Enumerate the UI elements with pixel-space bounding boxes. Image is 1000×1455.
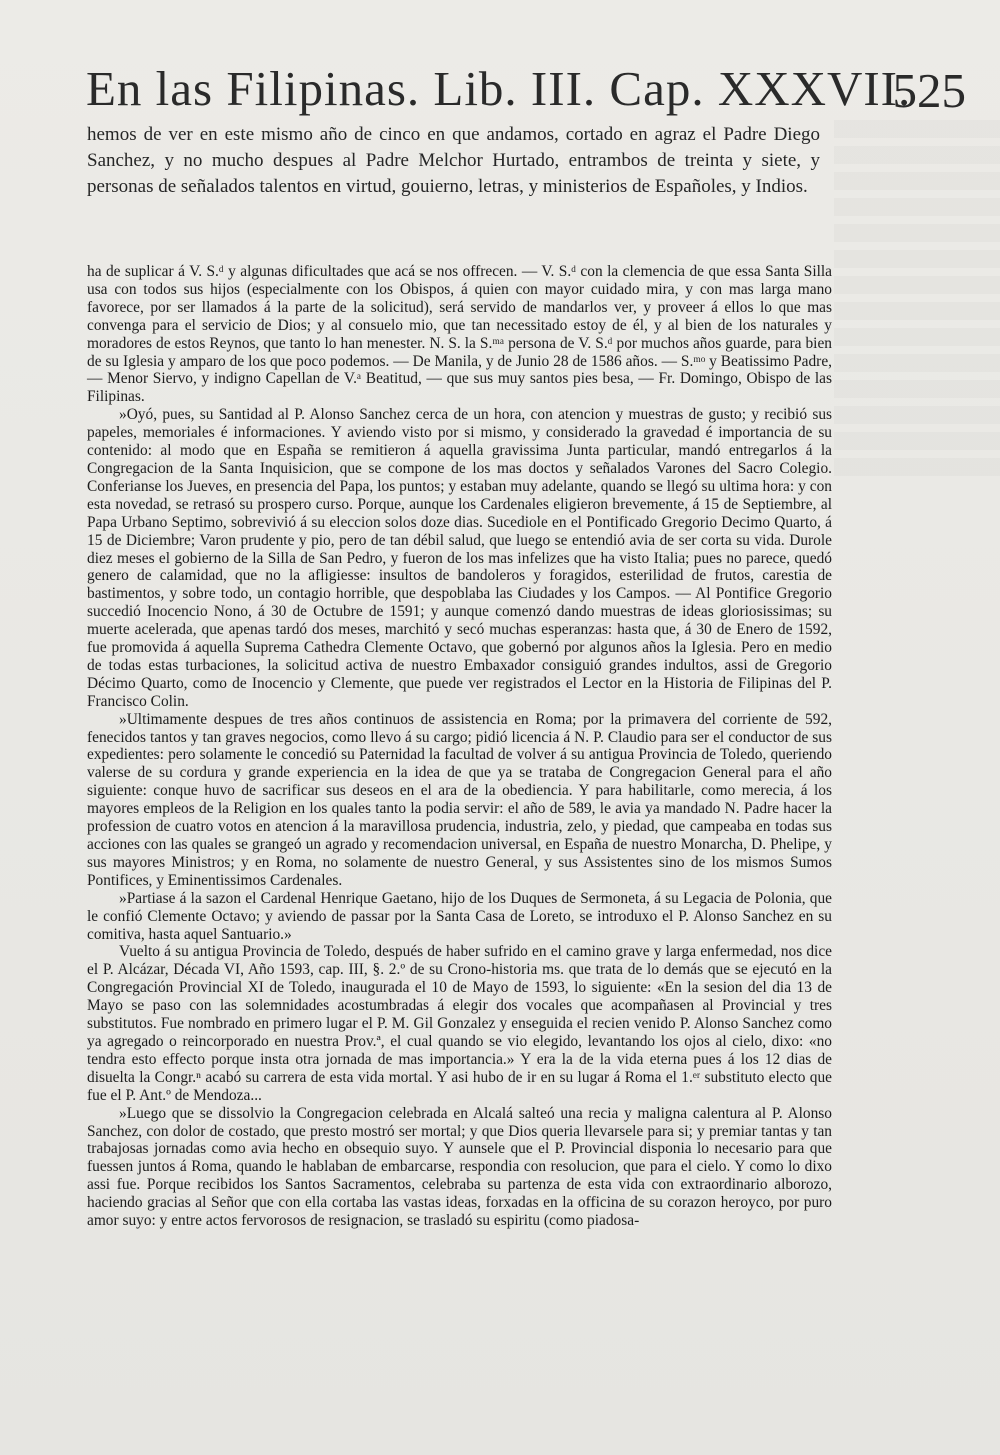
paragraph-oyo: »Oyó, pues, su Santidad al P. Alonso Sanchez cerca de un hora, con atencion y muestras de gusto; y recibió sus papeles, memoriales é informaciones. Y aviendo visto por si mismo, y considerado la gravedad é importancia de su contenido: al modo que en España se remitieron á aquella gravissima Junta particular, mandó entregarlos á la Congregacion de la Santa Inquisicion, que se compone de los mas doctos y señalados Varones del Sacro Colegio. Conferianse los Jueves, en presencia del Papa, los puntos; y estaban muy adelante, quando se llegó su ultima hora: y con esta novedad, se retrasó su prospero curso. Porque, aunque los Cardenales eligieron brevemente, á 15 de Septiembre, al Papa Urbano Septimo, sobrevivió á su eleccion solos doze dias. Sucediole en el Pontificado Gregorio Decimo Quarto, á 15 de Diciembre; Varon prudente y pio, pero de tan débil salud, que luego se entendió avia de ser corta su vida. Durole diez meses el gobierno de la Silla de San Pedro, y fueron de los mas infelizes que ha visto Italia; pues no parece, quedó genero de calamidad, que no la afligiesse: insultos de bandoleros y foragidos, esterilidad de frutos, carestia de bastimentos, y sobre todo, un contagio horrible, que despoblaba las Ciudades y los Campos. — Al Pontifice Gregorio succedió Inocencio Nono, á 30 de Octubre de 1591; y aunque comenzó dando muestras de ideas gloriosissimas; su muerte acelerada, que apenas tardó dos meses, marchitó y secó muchas esperanzas: hasta que, á 30 de Enero de 1592, fue promovida á aquella Suprema Cathedra Clemente Octavo, que gobernó por algunos años la Iglesia. Pero en medio de todas estas turbaciones, la solicitud activa de nuestro Embaxador consiguió grandes indultos, assi de Gregorio Décimo Quarto, como de Inocencio y Clemente, que puede ver registrados el Lector en la Historia de Filipinas del P. Francisco Colin. xyxy=(87,406,832,710)
page-header xyxy=(86,60,966,130)
body-text xyxy=(87,263,832,1230)
paragraph-luego: »Luego que se dissolvio la Congregacion celebrada en Alcalá salteó una recia y maligna calentura al P. Alonso Sanchez, con dolor de costado, que presto mostró ser mortal; y que Dios queria llevarsele para si; y premiar tantas y tan trabajosas jornadas como avia hecho en obsequio suyo. Y aunsele que el P. Provincial disponia lo necesario para que fuessen juntos á Roma, quando le hablaban de embarcarse, respondia con resolucion, que para el cielo. Y como lo dixo assi fue. Porque recibidos los Santos Sacramentos, celebraba su partenza de esta vida con extraordinario alborozo, haciendo gracias al Señor que con ella cortaba las vastas ideas, forxadas en la officina de su corazon heroyco, por puro amor suyo: y entre actos fervorosos de resignacion, se trasladó su espiritu (como piadosa- xyxy=(87,1104,832,1230)
paragraph-partiase: »Partiase á la sazon el Cardenal Henrique Gaetano, hijo de los Duques de Sermoneta, á su Legacia de Polonia, que le confió Clemente Octavo; y aviendo de passar por la Santa Casa de Loreto, se introduxo el P. Alonso Sanchez en su comitiva, hasta aquel Santuario.» xyxy=(87,889,832,943)
paragraph-vuelto: Vuelto á su antigua Provincia de Toledo, después de haber sufrido en el camino grave y larga enfermedad, nos dice el P. Alcázar, Década VI, Año 1593, cap. III, §. 2.º de su Crono-historia ms. que trata de lo demás que se ejecutó en la Congregación Provincial XI de Toledo, inaugurada el 10 de Mayo de 1593, lo siguiente: «En la sesion del dia 13 de Mayo se paso con las solemnidades acostumbradas á elegir dos vocales que acompañasen al Provincial y tres substitutos. Fue nombrado en primero lugar el P. M. Gil Gonzalez y enseguida el recien venido P. Alonso Sanchez como ya agregado o reincorporado en nuestra Prov.ª, el cual quando se vio elegido, levantando los ojos al cielo, dixo: «no tendra esto effecto porque insta otra jornada de mas importancia.» Y era la de la vida eterna pues á los 12 dias de disuelta la Congr.ⁿ acabó su carrera de esta vida mortal. Y asi hubo de ir en su lugar á Roma el 1.ᵉʳ substituto electo que fue el P. Ant.º de Mendoza... xyxy=(87,943,832,1104)
lead-paragraph: hemos de ver en este mismo año de cinco en que andamos, cortado en agraz el Padre Diego Sanchez, y no mucho despues al Padre Melchor Hurtado, entrambos de treinta y siete, y personas de señalados talentos en virtud, gouierno, letras, y ministerios de Españoles, y Indios. xyxy=(87,124,820,197)
page-number: 525 xyxy=(892,63,966,118)
paragraph-ultimamente: »Ultimamente despues de tres años continuos de assistencia en Roma; por la primavera del corriente de 592, fenecidos tantos y tan graves negocios, como llevo á su cargo; pidió licencia á N. P. Claudio para ser el conductor de sus expedientes: pero solamente le concedió su Paternidad la facultad de volver á su antigua Provincia de Toledo, queriendo valerse de su cordura y grande experiencia en la idea de que ya se trataba de Congregacion General para el año siguiente: conque huvo de sacrificar sus deseos en el ara de la obediencia. Y para habilitarle, como merecia, á los mayores empleos de la Religion en los quales tanto la podia servir: el año de 589, le avia ya mandado N. Padre hacer la profession de cuatro votos en atencion á la maravillosa prudencia, industria, zelo, y piedad, que campeaba en todas sus acciones con las quales se grangeó un agrado y recomendacion universal, en España de nuestro Monarcha, D. Phelipe, y sus mayores Ministros; y en Roma, no solamente de nuestro General, y sus Assistentes sino de los mismos Sumos Pontifices, y Eminentissimos Cardenales. xyxy=(87,710,832,889)
lead-paragraph-block xyxy=(87,122,820,200)
paragraph-letter-end: ha de suplicar á V. S.ᵈ y algunas dificultades que acá se nos offrecen. — V. S.ᵈ con la clemencia de que essa Santa Silla usa con todos sus hijos (especialmente con los Obispos, á quien con mayor cuidado mira, y con mas larga mano favorece, por ser llamados á la parte de la solicitud), será servido de mandarlos ver, y proveer á ellos lo que mas convenga para el servicio de Dios; y al consuelo mio, que tan necessitado estoy de él, y al bien de los naturales y moradores de estos Reynos, que tanto lo han menester. N. S. la S.ᵐᵃ persona de V. S.ᵈ por muchos años guarde, para bien de su Iglesia y amparo de los que poco podemos. — De Manila, y de Junio 28 de 1586 años. — S.ᵐᵒ y Beatissimo Padre, — Menor Siervo, y indigno Capellan de V.ᵃ Beatitud, — que sus muy santos pies besa, — Fr. Domingo, Obispo de las Filipinas. xyxy=(87,263,832,406)
show-through-text xyxy=(834,120,1000,480)
running-title: En las Filipinas. Lib. III. Cap. XXXVII. xyxy=(86,61,912,116)
